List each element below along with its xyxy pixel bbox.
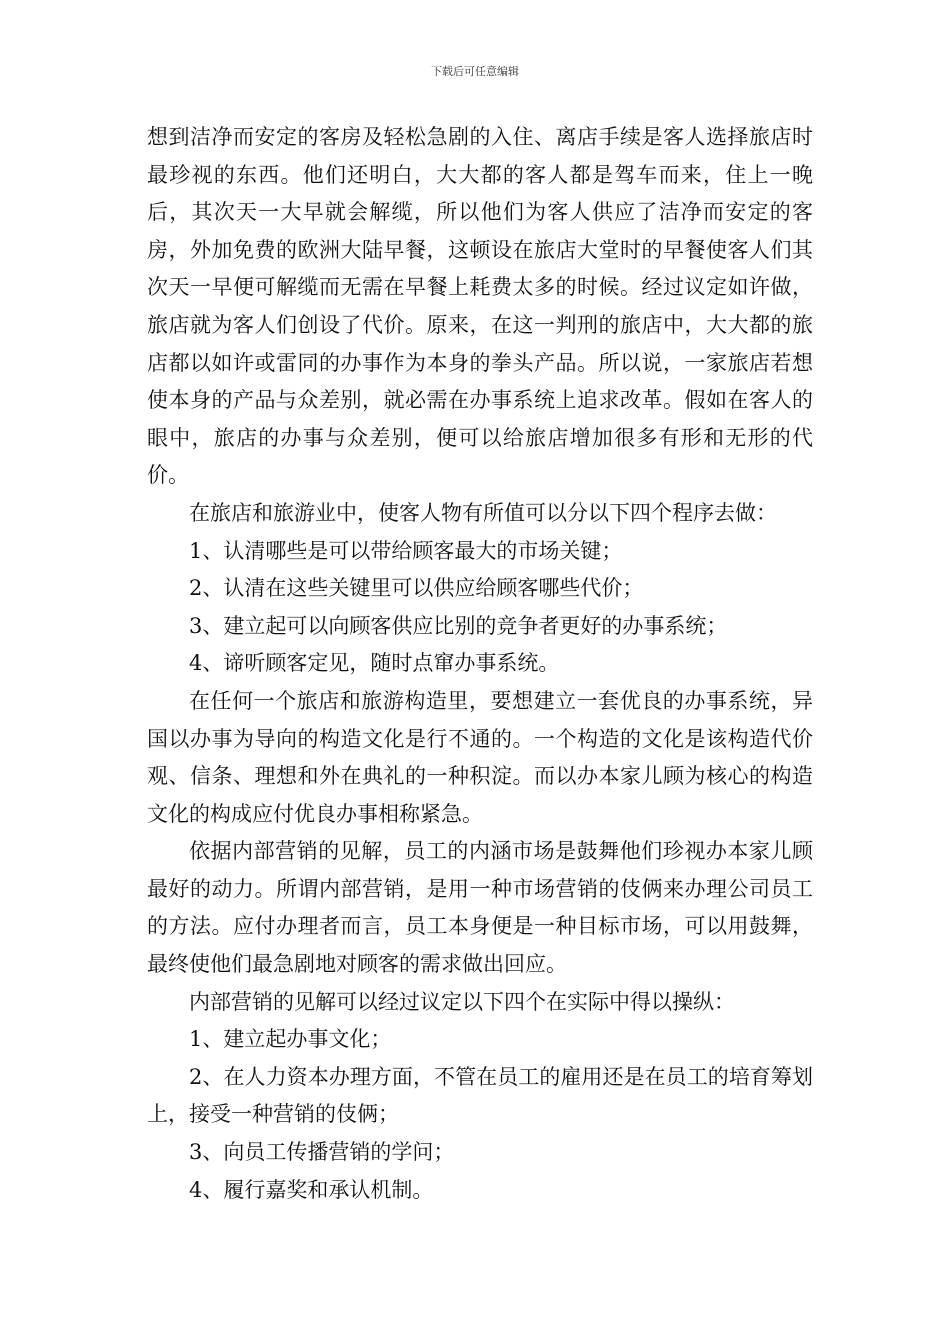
document-body xyxy=(147,119,813,1209)
paragraph-four-steps-intro: 在旅店和旅游业中，使客人物有所值可以分以下四个程序去做： xyxy=(189,500,777,525)
list-item-step-2: 2、认清在这些关键里可以供应给顾客哪些代价； xyxy=(189,576,644,601)
page-header: 下载后可任意编辑 xyxy=(431,65,519,78)
list-item-marketing-2: 2、在人力资本办理方面，不管在员工的雇用还是在员工的培育筹划上，接受一种营销的伎俩； xyxy=(147,1064,813,1127)
paragraph-internal-marketing-intro: 内部营销的见解可以经过议定以下四个在实际中得以操纵： xyxy=(189,989,735,1014)
list-item-marketing-4: 4、履行嘉奖和承认机制。 xyxy=(189,1177,434,1202)
list-item-step-3: 3、建立起可以向顾客供应比别的竞争者更好的办事系统； xyxy=(189,613,728,638)
list-item-marketing-3: 3、向员工传播营销的学问； xyxy=(189,1140,455,1165)
list-item-step-4: 4、谛听顾客定见，随时点窜办事系统。 xyxy=(189,651,560,676)
paragraph-hotel-value: 想到洁净而安定的客房及轻松急剧的入住、离店手续是客人选择旅店时最珍视的东西。他们还明白，大大都的客人都是驾车而来，住上一晚后，其次天一大早就会解缆，所以他们为客人供应了洁净而安定的客房，外加免费的欧洲大陆早餐，这顿设在旅店大堂时的早餐使客人们其次天一早便可解缆而无需在早餐上耗费太多的时候。经过议定如许做，旅店就为客人们创设了代价。原来，在这一判刑的旅店中，大大都的旅店都以如许或雷同的办事作为本身的拳头产品。所以说，一家旅店若想使本身的产品与众差别，就必需在办事系统上追求改革。假如在客人的眼中，旅店的办事与众差别，便可以给旅店增加很多有形和无形的代价。 xyxy=(147,125,813,488)
paragraph-internal-marketing: 依据内部营销的见解，员工的内涵市场是鼓舞他们珍视办本家儿顾最好的动力。所谓内部营销，是用一种市场营销的伎俩来办理公司员工的方法。应付办理者而言，员工本身便是一种目标市场，可以用鼓舞，最终使他们最急剧地对顾客的需求做出回应。 xyxy=(147,839,813,977)
list-item-marketing-1: 1、建立起办事文化； xyxy=(189,1027,392,1052)
list-item-step-1: 1、认清哪些是可以带给顾客最大的市场关键； xyxy=(189,538,623,563)
paragraph-service-culture: 在任何一个旅店和旅游构造里，要想建立一套优良的办事系统，异国以办事为导向的构造文化是行不通的。一个构造的文化是该构造代价观、信条、理想和外在典礼的一种积淀。而以办本家儿顾为核心的构造文化的构成应付优良办事相称紧急。 xyxy=(147,688,813,826)
